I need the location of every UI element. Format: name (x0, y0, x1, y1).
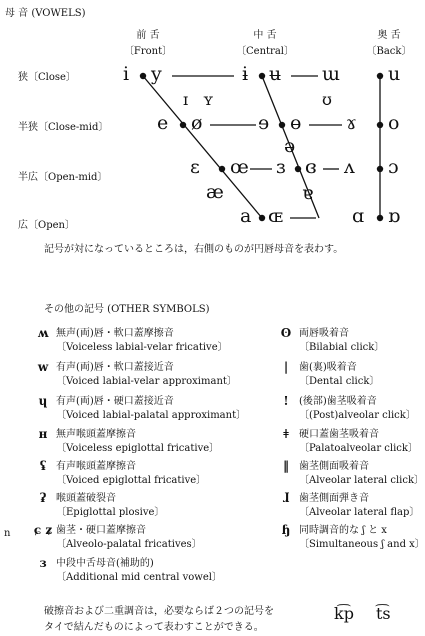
symbol-glyph: ʜ (38, 427, 48, 441)
symbol-description-en: 〔Bilabial click〕 (299, 342, 385, 353)
footer-example-ts: t͡s (376, 604, 391, 623)
vowel-open-back-unrounded: ɑ (352, 205, 365, 227)
vowel-open-front-rounded: ɶ (268, 205, 284, 227)
symbol-description-jp: 無声喉頭蓋摩擦音 (56, 429, 136, 440)
rounded-note: 記号が対になっているところは，右側のものが円唇母音を表わす。 (44, 244, 344, 255)
symbol-description-en: 〔Voiceless epiglottal fricative〕 (56, 443, 220, 454)
symbol-glyph: ʘ (280, 326, 292, 340)
symbol-glyph: w (37, 360, 49, 374)
footer-line-2: タイで結んだものによって表わすことができる。 (44, 622, 264, 633)
symbol-description-en: 〔Alveolar lateral flap〕 (299, 507, 420, 518)
footer-line-1: 破擦音および二重調音は，必要ならば２つの記号を (44, 606, 274, 617)
column-header-back-jp: 奥 舌 (377, 30, 401, 41)
symbol-description-en: 〔Dental click〕 (299, 376, 380, 387)
symbol-description-jp: 同時調音的な ʃ と x (299, 525, 387, 536)
symbol-glyph: ɜ (39, 556, 47, 570)
symbol-description-jp: 有声(両)唇・軟口蓋接近音 (56, 362, 174, 373)
page-title: 母 音 (VOWELS) (5, 8, 86, 19)
vowel-close-mid-front-rounded: ø (191, 112, 203, 134)
footer-example-kp: k͡p (334, 604, 354, 623)
symbol-description-en: 〔Additional mid central vowel〕 (56, 572, 222, 583)
symbol-description-jp: 有声喉頭蓋摩擦音 (56, 461, 136, 472)
symbol-description-jp: 歯(裏)吸着音 (299, 362, 357, 373)
dot-open-mid-back (377, 166, 383, 172)
symbol-description-jp: 中段中舌母音(補助的) (56, 558, 154, 569)
symbol-description-en: 〔Epiglottal plosive〕 (56, 507, 165, 518)
symbol-description-jp: 両唇吸着音 (299, 328, 349, 339)
symbol-description-jp: 喉頭蓋破裂音 (56, 493, 116, 504)
symbol-description-jp: (後部)歯茎吸着音 (299, 396, 377, 407)
dot-close-mid-central (279, 122, 285, 128)
symbol-glyph: ɕ ʑ (33, 523, 53, 537)
vowel-open-mid-front-rounded: œ (230, 156, 249, 178)
vowel-close-central-unrounded: ɨ (242, 63, 249, 85)
vowel-close-mid-back-rounded: o (388, 112, 400, 134)
dot-open-back (377, 215, 383, 221)
vowel-close-back-rounded: u (388, 63, 401, 85)
vowel-close-mid-central-unrounded: ɘ (258, 112, 270, 134)
symbol-description-jp: 有声(両)唇・硬口蓋接近音 (56, 396, 174, 407)
dot-close-front (140, 73, 146, 79)
vowel-open-front-unrounded: a (240, 205, 252, 227)
vowel-close-mid-back-unrounded: ɤ (346, 112, 357, 134)
symbol-glyph: ʍ (37, 326, 49, 340)
margin-letter: n (4, 528, 11, 539)
vowel-near-close-back-rounded: ʊ (322, 90, 332, 109)
symbol-description-en: 〔Voiceless labial-velar fricative〕 (56, 342, 228, 353)
column-header-central-en: 〔Central〕 (236, 46, 294, 57)
vowel-near-close-front-rounded: ʏ (203, 90, 214, 109)
symbol-glyph: ǂ (283, 427, 289, 441)
symbol-glyph: ɥ (38, 394, 48, 408)
symbol-description-jp: 硬口蓋歯茎吸着音 (299, 429, 379, 440)
column-header-central-jp: 中 舌 (253, 30, 277, 41)
dot-open-mid-front (219, 166, 225, 172)
column-header-back-en: 〔Back〕 (366, 46, 412, 57)
vowel-close-mid-front-unrounded: e (157, 112, 169, 134)
vowel-open-mid-back-rounded: ɔ (388, 156, 399, 178)
dot-close-mid-front (180, 122, 186, 128)
symbol-description-en: 〔(Post)alveolar click〕 (299, 410, 416, 421)
symbol-glyph: | (283, 360, 289, 374)
symbol-description-jp: 無声(両)唇・軟口蓋摩擦音 (56, 328, 174, 339)
symbol-description-en: 〔Alveolo-palatal fricatives〕 (56, 539, 202, 550)
symbol-glyph: ! (283, 394, 289, 408)
symbol-description-en: 〔Voiced epiglottal fricative〕 (56, 475, 207, 486)
vowel-open-mid-front-unrounded: ɛ (190, 156, 200, 178)
vowel-close-front-rounded: y (151, 63, 162, 85)
vowel-near-close-front-unrounded: ɪ (183, 90, 189, 109)
row-label-close-mid: 半狭〔Close-mid〕 (18, 122, 109, 133)
symbol-glyph: ɧ (281, 523, 291, 537)
symbol-description-en: 〔Voiced labial-palatal approximant〕 (56, 410, 247, 421)
dot-close-mid-back (377, 122, 383, 128)
vowel-close-back-unrounded: ɯ (322, 63, 341, 85)
symbol-description-en: 〔Alveolar lateral click〕 (299, 475, 424, 486)
symbol-glyph: ‖ (283, 459, 289, 473)
vowel-close-front-unrounded: i (123, 63, 130, 85)
row-label-open-mid: 半広〔Open-mid〕 (18, 172, 108, 183)
vowel-near-open-central: ɐ (302, 182, 314, 204)
column-header-front-en: 〔Front〕 (123, 46, 173, 57)
column-header-front-jp: 前 舌 (136, 30, 160, 41)
vowel-close-mid-central-rounded: ɵ (290, 112, 302, 134)
vowel-open-mid-central-rounded: ɞ (305, 156, 317, 178)
symbol-description-en: 〔Palatoalveolar click〕 (299, 443, 418, 454)
vowel-open-mid-central-unrounded: ɜ (276, 156, 286, 178)
symbol-glyph: ʡ (39, 491, 47, 505)
symbol-description-jp: 歯茎側面弾き音 (299, 493, 369, 504)
dot-close-back (377, 73, 383, 79)
symbol-description-jp: 歯茎側面吸着音 (299, 461, 369, 472)
dot-open-front (259, 215, 265, 221)
symbol-description-en: 〔Voiced labial-velar approximant〕 (56, 376, 237, 387)
vowel-mid-central: ə (284, 135, 296, 157)
row-label-close: 狭〔Close〕 (18, 72, 76, 83)
vowel-close-central-rounded: ʉ (269, 63, 282, 85)
row-label-open: 広〔Open〕 (18, 220, 75, 231)
dot-close-central (259, 73, 265, 79)
other-symbols-title: その他の記号 (OTHER SYMBOLS) (44, 304, 210, 315)
vowel-near-open-front: æ (206, 181, 224, 203)
symbol-glyph: ɺ (282, 491, 290, 505)
dot-open-mid-central (295, 166, 301, 172)
vowel-open-back-rounded: ɒ (388, 205, 401, 227)
symbol-description-jp: 歯茎・硬口蓋摩擦音 (56, 525, 146, 536)
symbol-glyph: ʢ (39, 459, 47, 473)
symbol-description-en: 〔Simultaneous ʃ and x〕 (299, 539, 425, 550)
vowel-open-mid-back-unrounded: ʌ (344, 156, 355, 178)
